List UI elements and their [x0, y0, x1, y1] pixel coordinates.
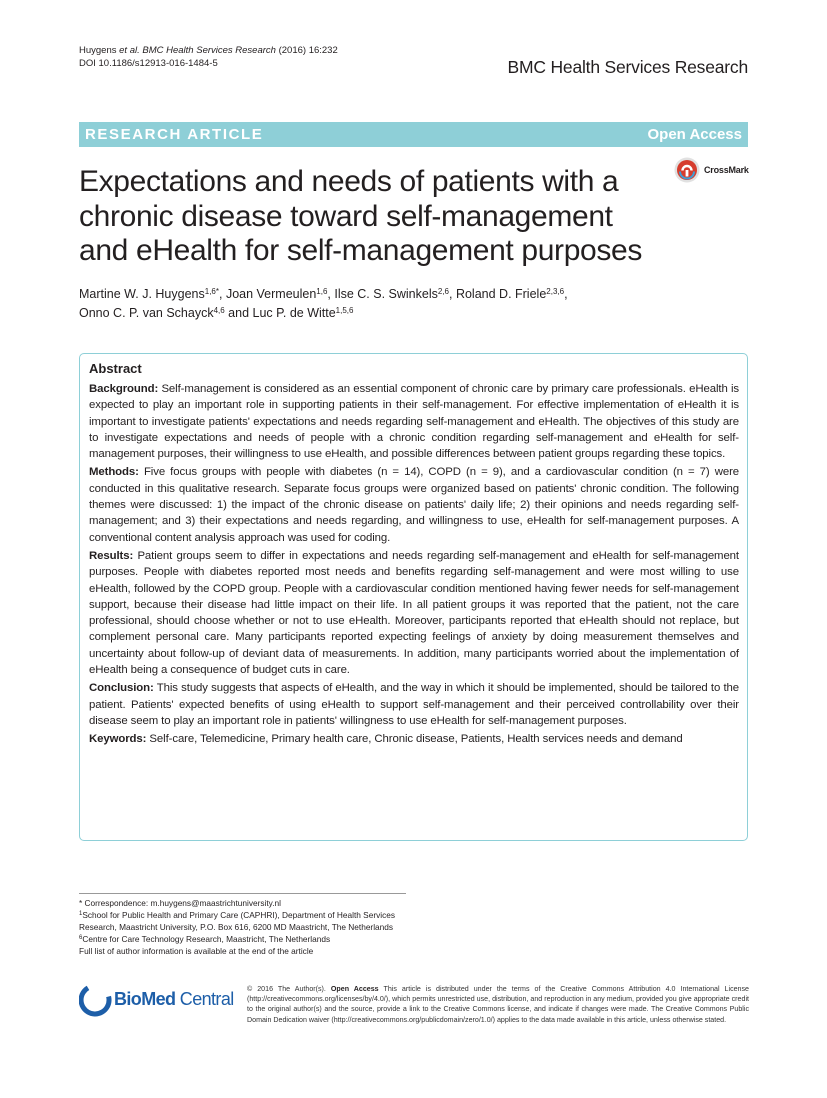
crossmark-label: CrossMark — [704, 165, 749, 175]
copyright: © 2016 The Author(s). — [247, 985, 331, 993]
article-type-banner — [79, 122, 748, 147]
keywords-text: Self-care, Telemedicine, Primary health care, Chronic disease, Patients, Health services needs and demand — [149, 733, 683, 746]
biomed-central-wordmark — [114, 989, 234, 1010]
author-separator: , — [449, 287, 456, 301]
license-statement — [247, 984, 749, 1025]
abstract-box — [79, 353, 748, 841]
footnotes — [79, 897, 409, 957]
open-access-label: Open Access — [647, 126, 742, 143]
crossmark-icon — [674, 157, 700, 183]
biomed-central-logo — [79, 983, 239, 1017]
author-separator: , — [327, 287, 335, 301]
article-type-label: RESEARCH ARTICLE — [85, 126, 264, 143]
citation-volume: (2016) 16:232 — [275, 45, 338, 56]
correspondence: * Correspondence: m.huygens@maastrichtuniversity.nl — [79, 898, 281, 908]
conclusion-text: This study suggests that aspects of eHealth, and the way in which it should be implemented, should be tailored to the patient. Patients' expected benefits of using eHealth to support self-management and their perceived controllability over their disease seem to play an important role in patients' willingness to use eHealth for self-management purposes. — [89, 682, 740, 727]
conclusion-section — [89, 680, 739, 729]
affiliation-6-number: 6 — [79, 935, 83, 942]
central-wordmark: Central — [175, 989, 234, 1009]
author-name: Ilse C. S. Swinkels — [334, 287, 438, 301]
methods-section — [89, 464, 739, 545]
citation-journal: et al. BMC Health Services Research — [119, 45, 276, 56]
license-text: This article is distributed under the terms of the Creative Commons Attribution 4.0 International License (http://creativecommons.org/licenses/by/4.0/), which permits unrestricted use, distribution, and reproduction in any medium, provided you give appropriate credit to the original author(s) and the source, provide a link to the Creative Commons license, and indicate if changes were made. The Creative Commons Public Domain Dedication waiver (http://creativecommons.org/publicdomain/zero/1.0/) applies to the data made available in this article, unless otherwise stated. — [247, 985, 749, 1024]
background-text: Self-management is considered as an essential component of chronic care by primary care professionals. eHealth is expected to play an important role in supporting patients in their self-management. For effective implementation of eHealth it is important to investigate patients' expectations and needs regarding self-management and eHealth. The objectives of this study are to investigate expectations and needs of people with a chronic condition regarding self-management and eHealth for self-management purposes, their willingness to use eHealth, and possible differences between patient groups regarding these topics. — [89, 383, 739, 461]
author-name: Luc P. de Witte — [252, 306, 336, 320]
results-label: Results: — [89, 549, 134, 562]
keywords-section — [89, 731, 739, 747]
affiliation-1 — [79, 909, 409, 933]
open-access-bold: Open Access — [330, 985, 379, 993]
author-affiliation-marker: 4,6 — [213, 306, 225, 315]
author-name: Joan Vermeulen — [225, 287, 317, 301]
biomed-wordmark: BioMed — [114, 989, 176, 1009]
methods-text: Five focus groups with people with diabetes (n = 14), COPD (n = 9), and a cardiovascular condition (n = 7) were conducted in this qualitative research. Separate focus groups were organized based on patients' chronic condition. The following themes were discussed: 1) the impact of the chronic disease on patients' daily life; 2) their opinions and needs regarding self-management; and 3) their expectations and needs regarding, and willingness to use, eHealth for self-management purposes. A conventional content analysis approach was used for coding. — [89, 466, 739, 544]
citation-line — [79, 44, 338, 57]
conclusion-label: Conclusion: — [89, 682, 154, 695]
citation-authors: Huygens — [79, 45, 120, 56]
footnote-divider — [79, 893, 406, 894]
author-affiliation-marker: 1,6 — [316, 287, 328, 296]
author-name: Roland D. Friele — [455, 287, 547, 301]
affiliation-1-number: 1 — [79, 911, 83, 918]
author-separator: and — [224, 306, 253, 320]
crossmark-badge[interactable] — [674, 155, 754, 187]
author-affiliation-marker: 1,5,6 — [335, 306, 354, 315]
author-list — [79, 285, 719, 323]
author-info-note: Full list of author information is available at the end of the article — [79, 946, 314, 957]
author-separator: , — [218, 287, 226, 301]
author-affiliation-marker: 1,6* — [204, 287, 219, 296]
journal-name: BMC Health Services Research — [507, 57, 748, 77]
background-label: Background: — [89, 383, 159, 395]
background-section — [89, 381, 739, 462]
abstract-heading: Abstract — [89, 361, 142, 376]
doi[interactable]: DOI 10.1186/s12913-016-1484-5 — [79, 58, 218, 69]
affiliation-1-text: School for Public Health and Primary Care (CAPHRI), Department of Health Services Research, Maastricht University, P.O. Box 616, 6200 MD Maastricht, The Netherlands — [79, 910, 395, 933]
article-title: Expectations and needs of patients with a chronic disease toward self-management and eHealth for self-management purposes — [79, 165, 643, 267]
affiliation-6-text: Centre for Care Technology Research, Maastricht, The Netherlands — [82, 934, 331, 945]
author-separator: , — [564, 287, 568, 301]
methods-label: Methods: — [89, 466, 139, 479]
citation-header — [79, 44, 338, 70]
author-name: Onno C. P. van Schayck — [79, 306, 214, 320]
results-section — [89, 548, 739, 678]
author-affiliation-marker: 2,3,6 — [546, 287, 565, 296]
author-name: Martine W. J. Huygens — [79, 287, 205, 301]
results-text: Patient groups seem to differ in expectations and needs regarding self-management and eHealth for self-management purposes. People with diabetes reported most needs and benefits regarding self-management and were most willing to use eHealth, followed by the COPD group. People with a cardiovascular condition mentioned having fewer needs for self-management support, because their disease had little impact on their life. In all patient groups it was reported that the patient, not the care professional, should choose whether or not to use eHealth. Moreover, participants reported that eHealth should not replace, but complement personal care. Many participants reported expecting feelings of anxiety by doing measurement themselves and uncertainty about follow-up of deviant data of measurements. In addition, many participants worried about the implementation of eHealth being a consequence of budget cuts in care. — [89, 549, 739, 677]
keywords-label: Keywords: — [89, 733, 147, 746]
affiliation-6 — [79, 933, 409, 945]
author-affiliation-marker: 2,6 — [437, 287, 449, 296]
